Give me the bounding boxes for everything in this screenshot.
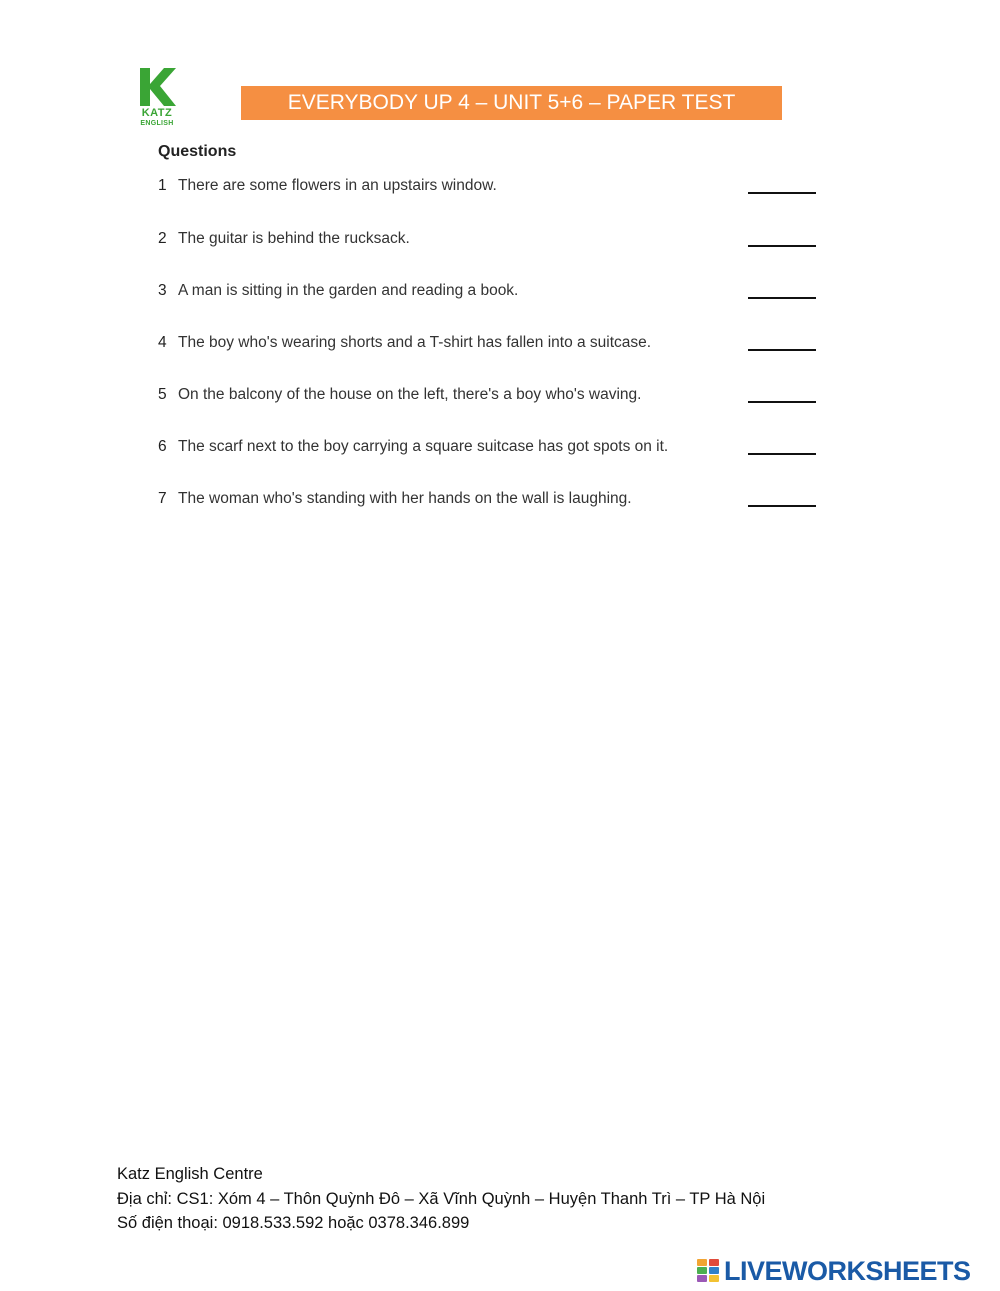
question-number: 5 xyxy=(158,386,167,403)
page-title-banner: EVERYBODY UP 4 – UNIT 5+6 – PAPER TEST xyxy=(241,86,782,120)
question-row xyxy=(158,383,818,407)
question-row xyxy=(158,279,818,303)
question-number: 3 xyxy=(158,282,167,299)
answer-blank[interactable] xyxy=(748,401,816,403)
question-text: The scarf next to the boy carrying a square suitcase has got spots on it. xyxy=(178,438,669,455)
question-row xyxy=(158,487,818,511)
answer-blank[interactable] xyxy=(748,245,816,247)
answer-blank[interactable] xyxy=(748,297,816,299)
question-text: The woman who's standing with her hands on the wall is laughing. xyxy=(178,490,632,507)
question-number: 7 xyxy=(158,490,167,507)
footer-phone: Số điện thoại: 0918.533.592 hoặc 0378.346.899 xyxy=(117,1214,470,1232)
question-number: 2 xyxy=(158,230,167,247)
footer-centre-name: Katz English Centre xyxy=(117,1165,263,1183)
question-text: A man is sitting in the garden and reading a book. xyxy=(178,282,519,299)
katz-logo xyxy=(134,66,180,128)
liveworksheets-text: LIVEWORKSHEETS xyxy=(724,1256,971,1286)
question-number: 1 xyxy=(158,177,167,194)
answer-blank[interactable] xyxy=(748,192,816,194)
question-number: 6 xyxy=(158,438,167,455)
answer-blank[interactable] xyxy=(748,453,816,455)
logo-line2: ENGLISH xyxy=(140,120,174,127)
question-number: 4 xyxy=(158,334,167,351)
question-row xyxy=(158,435,818,459)
question-text: On the balcony of the house on the left, there's a boy who's waving. xyxy=(178,386,642,403)
question-text: The guitar is behind the rucksack. xyxy=(178,230,410,247)
logo-line1: KATZ xyxy=(141,107,173,119)
questions-heading: Questions xyxy=(158,143,237,160)
footer-address: Địa chỉ: CS1: Xóm 4 – Thôn Quỳnh Đô – Xã Vĩnh Quỳnh – Huyện Thanh Trì – TP Hà Nội xyxy=(117,1189,766,1208)
question-row xyxy=(158,331,818,355)
liveworksheets-icon xyxy=(697,1259,721,1283)
question-text: The boy who's wearing shorts and a T-shirt has fallen into a suitcase. xyxy=(178,334,652,351)
question-row xyxy=(158,227,818,251)
katz-k-icon xyxy=(134,66,180,108)
footer xyxy=(117,1162,765,1236)
answer-blank[interactable] xyxy=(748,505,816,507)
question-row xyxy=(158,174,818,198)
answer-blank[interactable] xyxy=(748,349,816,351)
question-text: There are some flowers in an upstairs window. xyxy=(178,177,497,194)
